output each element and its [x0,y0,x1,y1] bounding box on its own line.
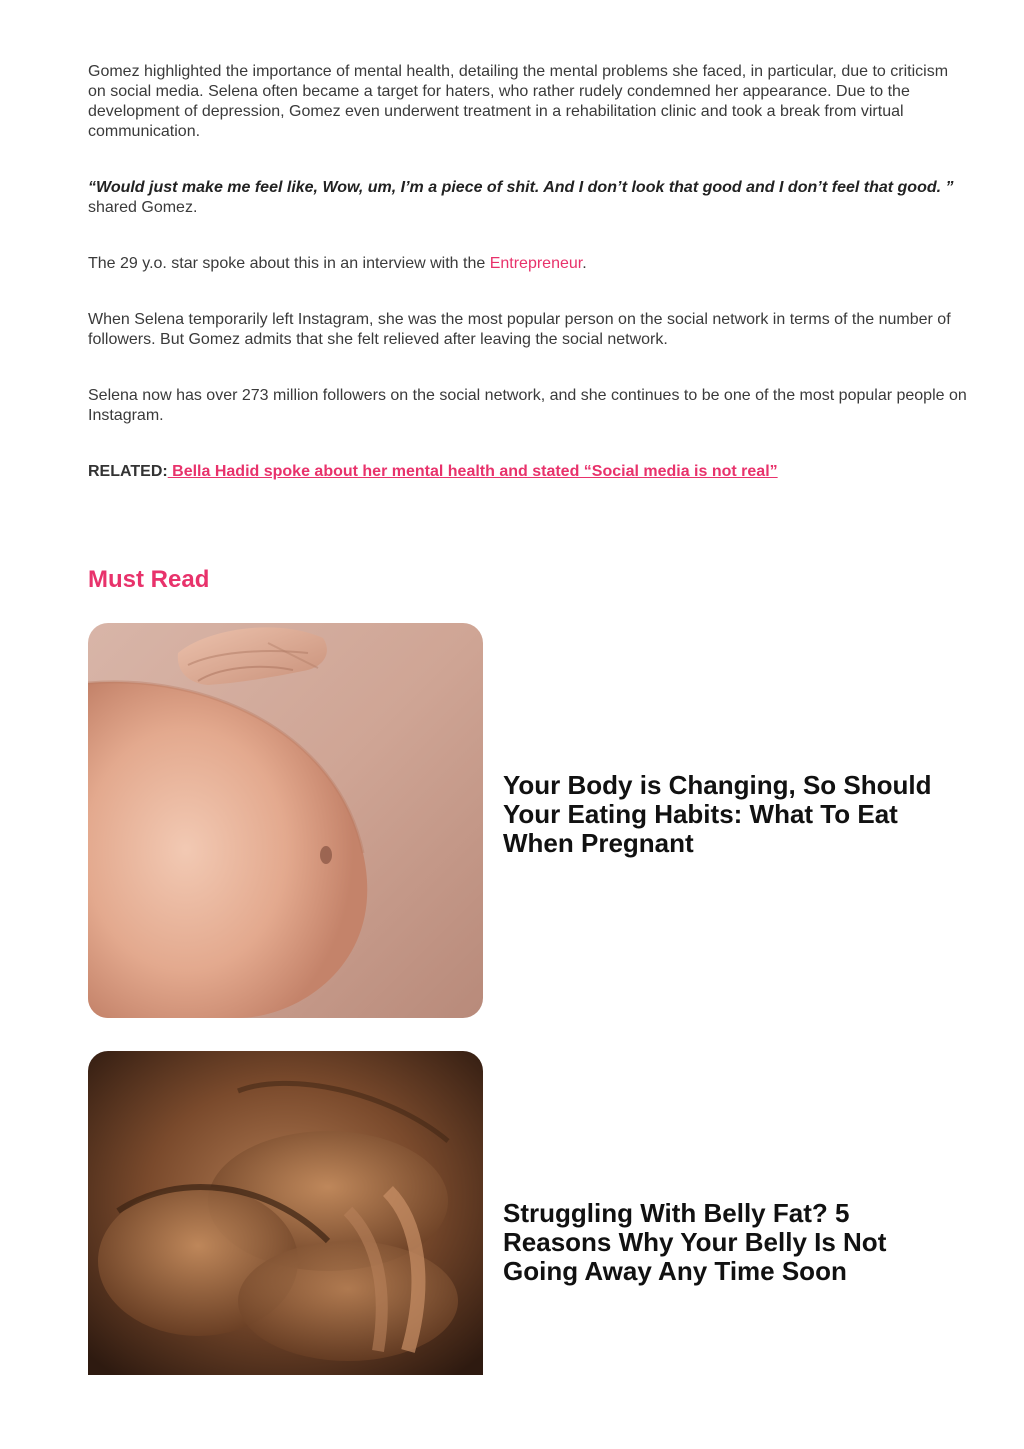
belly-fat-image[interactable] [88,1051,483,1375]
article-paragraph: Gomez highlighted the importance of mental health, detailing the mental problems she faced, in particular, due to criticism on social media. Selena often became a target for haters, who rather rudely condemned her appearance. Due to the development of depression, Gomez even underwent treatment in a rehabilitation clinic and took a break from virtual communication. [88,63,949,140]
quote-attribution: shared Gomez. [88,199,198,216]
quote-paragraph [88,178,968,218]
related-line [88,462,968,482]
related-label: RELATED: [88,463,168,480]
article-paragraph [88,254,968,274]
paragraph-text: . [582,255,587,272]
entrepreneur-link[interactable]: Entrepreneur [489,255,583,272]
pregnant-belly-image[interactable] [88,623,483,1018]
must-read-card-title[interactable]: Struggling With Belly Fat? 5 Reasons Why Your Belly Is Not Going Away Any Time Soon [503,1198,887,1286]
article-paragraph: Selena now has over 273 million followers on the social network, and she continues to be one of the most popular people on Instagram. [88,387,967,424]
related-article-link[interactable]: Bella Hadid spoke about her mental health and stated “Social media is not real” [167,463,778,480]
article-body [88,62,968,482]
quote-text: “Would just make me feel like, Wow, um, I’m a piece of shit. And I don’t look that good and I don’t feel that good. ” [88,179,954,196]
must-read-card[interactable] [88,623,968,1019]
paragraph-text: The 29 y.o. star spoke about this in an interview with the [88,255,490,272]
must-read-card-title[interactable]: Your Body is Changing, So Should Your Eating Habits: What To Eat When Pregnant [503,770,932,858]
article-paragraph: When Selena temporarily left Instagram, she was the most popular person on the social network in terms of the number of followers. But Gomez admits that she felt relieved after leaving the social network. [88,311,951,348]
must-read-card[interactable] [88,1051,968,1375]
must-read-heading: Must Read [88,566,210,593]
